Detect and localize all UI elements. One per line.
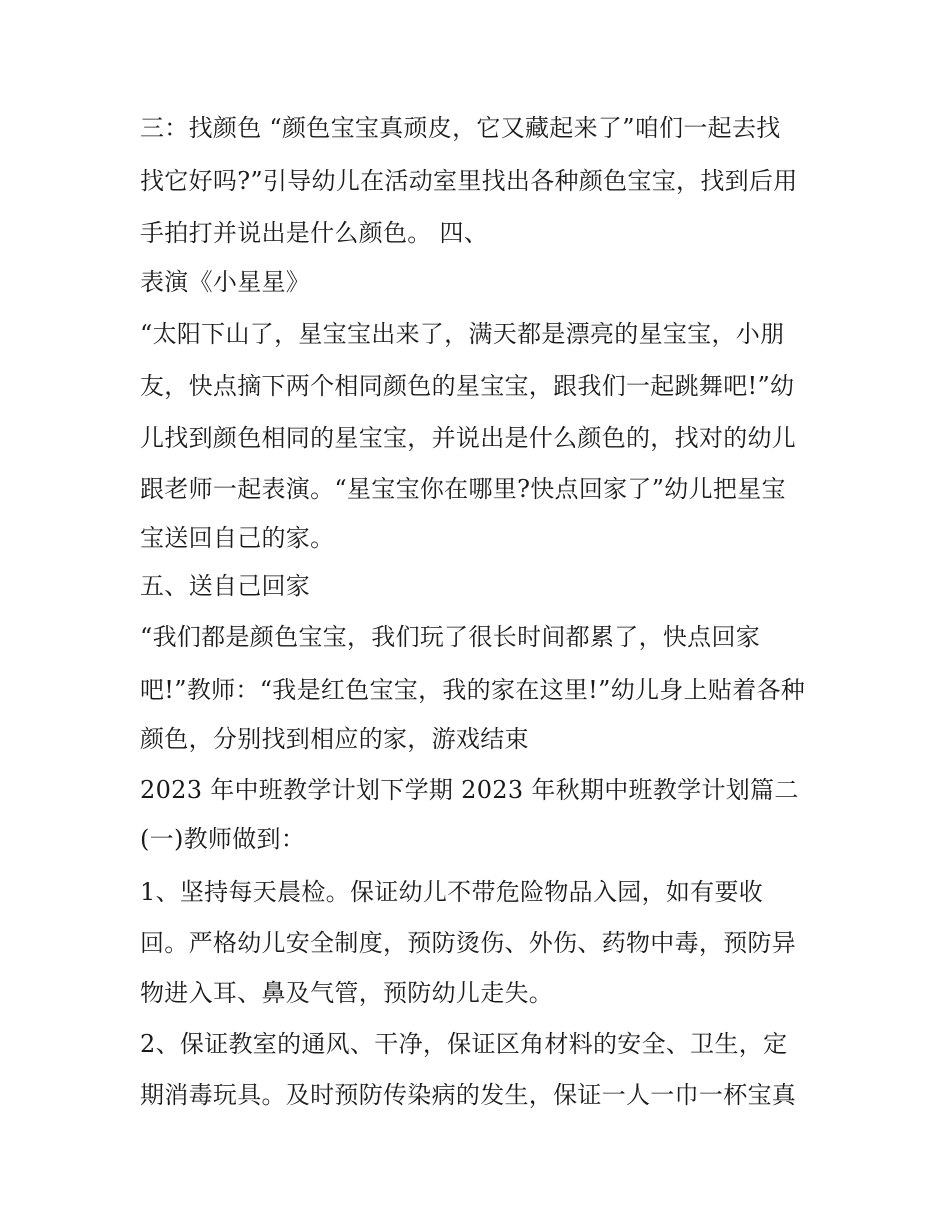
text-line: 2、保证教室的通风、干净，保证区角材料的安全、卫生，定 xyxy=(140,1030,788,1058)
text-line: 物进入耳、鼻及气管，预防幼儿走失。 xyxy=(140,979,554,1007)
section-heading: (一)教师做到： xyxy=(140,825,306,853)
text-line: 颜色，分别找到相应的家，游戏结束 xyxy=(140,725,529,753)
section-heading: 五、送自己回家 xyxy=(140,572,311,600)
text-line: 跟老师一起表演。“星宝宝你在哪里?快点回家了”幼儿把星宝 xyxy=(140,475,786,503)
text-line: 手拍打并说出是什么颜色。 四、 xyxy=(140,219,489,247)
text-line: 期消毒玩具。及时预防传染病的发生，保证一人一巾一杯宝真 xyxy=(140,1081,797,1109)
text-line: 三：找颜色 “颜色宝宝真顽皮，它又藏起来了”咱们一起去找 xyxy=(140,114,781,142)
text-line: 吧!”教师：“我是红色宝宝，我的家在这里!”幼儿身上贴着各种 xyxy=(140,676,806,704)
text-line: 宝送回自己的家。 xyxy=(140,524,335,552)
text-line: 友，快点摘下两个相同颜色的星宝宝，跟我们一起跳舞吧!”幼 xyxy=(140,372,795,400)
section-heading: 表演《小星星》 xyxy=(140,268,311,296)
text-line: “我们都是颜色宝宝，我们玩了很长时间都累了，快点回家 xyxy=(140,623,761,651)
text-line: 找它好吗?”引导幼儿在活动室里找出各种颜色宝宝，找到后用 xyxy=(140,167,798,195)
text-line: “太阳下山了，星宝宝出来了，满天都是漂亮的星宝宝，小朋 xyxy=(140,320,785,348)
document-title: 2023 年中班教学计划下学期 2023 年秋期中班教学计划篇二 xyxy=(140,776,799,804)
text-line: 1、坚持每天晨检。保证幼儿不带危险物品入园，如有要收 xyxy=(140,878,764,906)
text-line: 回。严格幼儿安全制度，预防烫伤、外伤、药物中毒，预防异 xyxy=(140,929,797,957)
text-line: 儿找到颜色相同的星宝宝，并说出是什么颜色的，找对的幼儿 xyxy=(140,424,797,452)
